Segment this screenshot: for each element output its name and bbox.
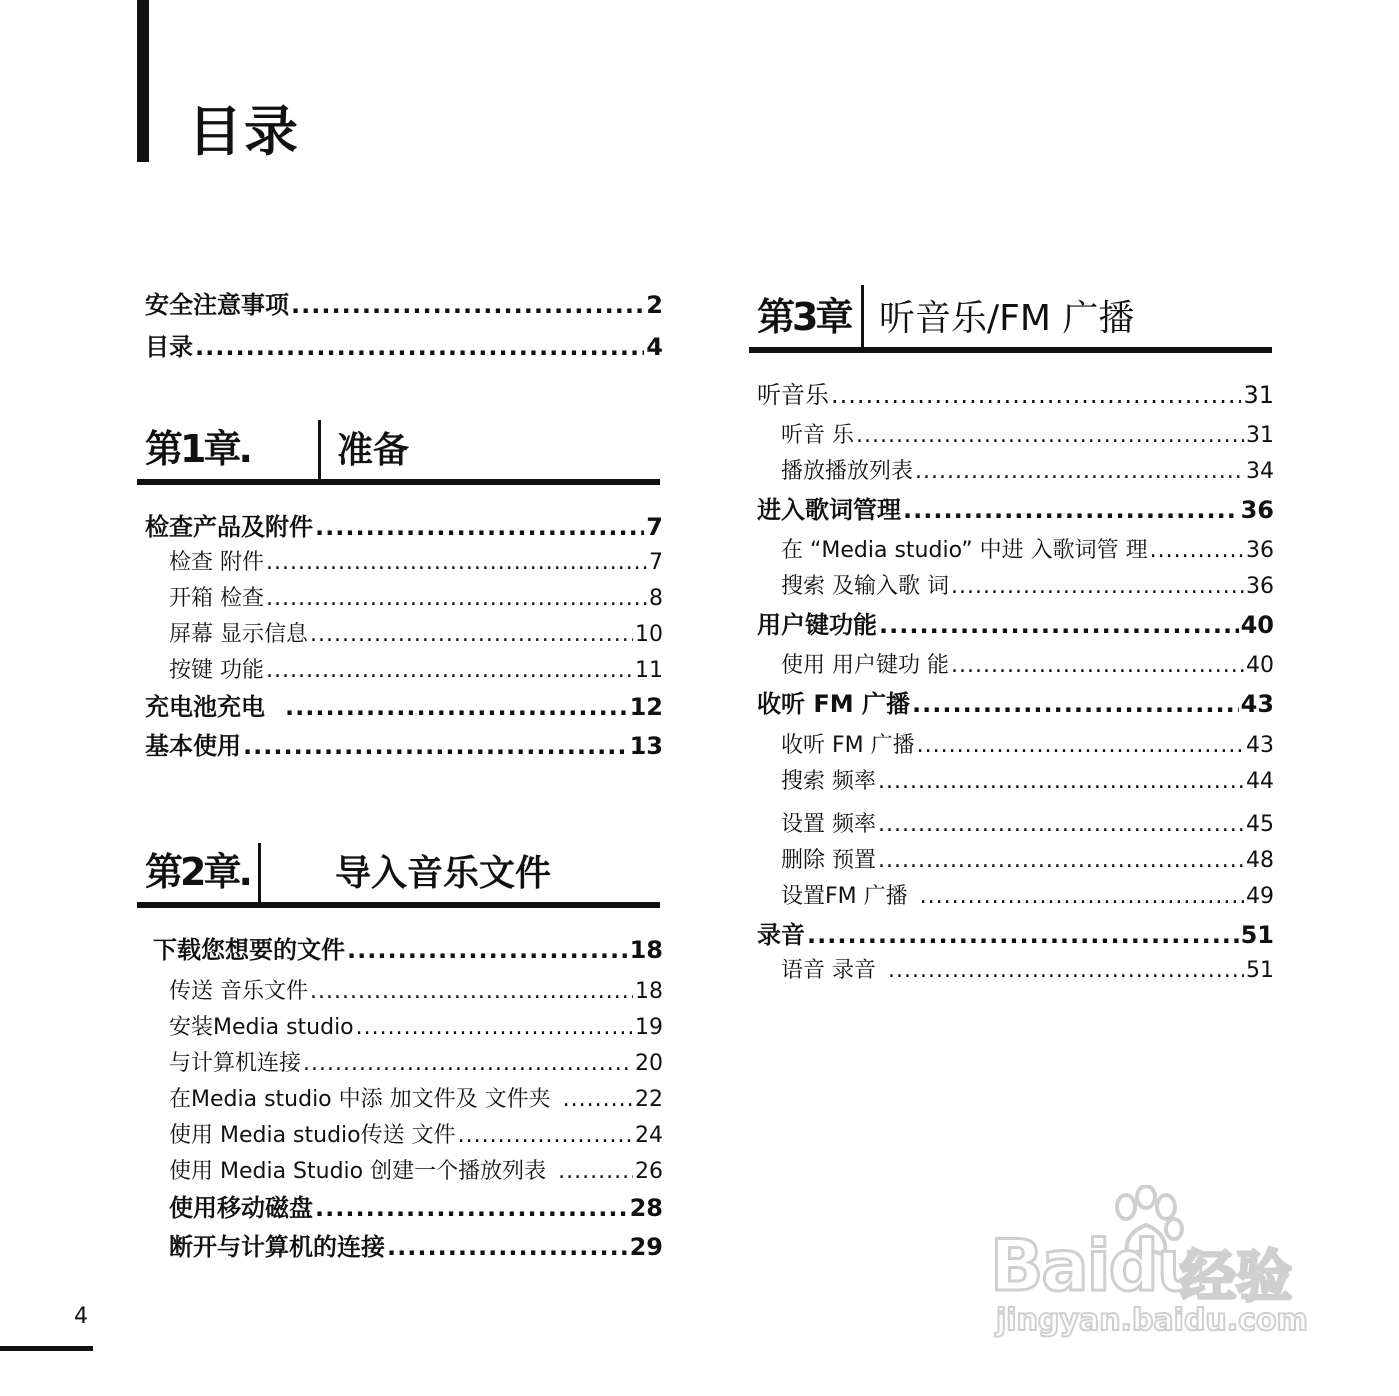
toc-subentry[interactable]: 搜索 频率 ..... 44 [757, 767, 1274, 797]
toc-subentry[interactable]: 断开与计算机的连接 ..... 29 [145, 1232, 663, 1262]
chapter-divider [318, 420, 321, 479]
chapter-rule [137, 479, 660, 485]
toc-entry[interactable]: 基本使用 ..... 13 [145, 731, 663, 761]
toc-subentry[interactable]: 使用 Media studio传送 文件 ..... 24 [145, 1121, 663, 1151]
toc-subentry[interactable]: 屏幕 显示信息 ..... 10 [145, 620, 663, 650]
toc-entry[interactable]: 进入歌词管理 ..... 36 [757, 495, 1274, 525]
chapter-1-heading [137, 420, 660, 485]
toc-subentry[interactable]: 使用 用户键功 能 ..... 40 [757, 651, 1274, 681]
toc-entry[interactable]: 听音乐 ..... 31 [757, 380, 1274, 410]
toc-subentry[interactable]: 播放播放列表 ..... 34 [757, 457, 1274, 487]
watermark [990, 1185, 1320, 1345]
toc-subentry[interactable]: 开箱 检查 ..... 8 [145, 584, 663, 614]
toc-subentry[interactable]: 与计算机连接 ..... 20 [145, 1049, 663, 1079]
chapter-2-heading [137, 843, 660, 908]
toc-entry[interactable]: 录音 ..... 51 [757, 920, 1274, 950]
chapter-name: 准备 [337, 430, 410, 471]
chapter-number: 第2章. [145, 850, 250, 894]
toc-subentry[interactable]: 检查 附件 ..... 7 [145, 548, 663, 578]
toc-subentry[interactable]: 在Media studio 中添 加文件及 文件夹 ..... 22 [145, 1085, 663, 1115]
watermark-brand: Baidu [990, 1225, 1205, 1307]
toc-entry[interactable]: 检查产品及附件 ..... 7 [145, 512, 663, 542]
toc-subentry[interactable]: 传送 音乐文件 ..... 18 [145, 977, 663, 1007]
chapter-number: 第3章 [757, 295, 851, 339]
chapter-divider [861, 285, 864, 347]
toc-subentry[interactable]: 语音 录音 ..... 51 [757, 956, 1274, 986]
toc-subentry[interactable]: 听音 乐 ..... 31 [757, 421, 1274, 451]
chapter-rule [749, 347, 1272, 353]
title-accent-bar [137, 0, 149, 162]
toc-entry[interactable]: 目录 ..... 4 [145, 332, 663, 362]
chapter-divider [258, 843, 261, 902]
toc-entry[interactable]: 安全注意事项 ..... 2 [145, 290, 663, 320]
toc-entry[interactable]: 充电池充电 ..... 12 [145, 692, 663, 722]
chapter-3-heading [749, 285, 1272, 353]
chapter-name: 导入音乐文件 [335, 853, 552, 894]
chapter-number: 第1章. [145, 427, 250, 471]
toc-subentry[interactable]: 使用 Media Studio 创建一个播放列表 ..... 26 [145, 1157, 663, 1187]
toc-subentry[interactable]: 安装Media studio ..... 19 [145, 1013, 663, 1043]
toc-subentry[interactable]: 收听 FM 广播 ..... 43 [757, 731, 1274, 761]
watermark-product: 经验 [1180, 1245, 1292, 1310]
toc-entry[interactable]: 收听 FM 广播 ..... 43 [757, 689, 1274, 719]
watermark-url: jingyan.baidu.com [996, 1303, 1308, 1338]
toc-subentry[interactable]: 在 “Media studio” 中进 入歌词管 理 ..... 36 [757, 536, 1274, 566]
footer-rule [0, 1346, 93, 1351]
page-number: 4 [74, 1304, 88, 1329]
toc-subentry[interactable]: 设置 频率 ..... 45 [757, 810, 1274, 840]
toc-subentry[interactable]: 删除 预置 ..... 48 [757, 846, 1274, 876]
toc-subentry[interactable]: 搜索 及输入歌 词 ..... 36 [757, 572, 1274, 602]
toc-subentry[interactable]: 使用移动磁盘 ..... 28 [145, 1193, 663, 1223]
toc-entry[interactable]: 下载您想要的文件 ..... 18 [153, 935, 663, 965]
toc-subentry[interactable]: 设置FM 广播 ..... 49 [757, 882, 1274, 912]
chapter-name: 听音乐/FM 广播 [879, 298, 1135, 339]
chapter-rule [137, 902, 660, 908]
toc-right-column [757, 380, 1274, 1000]
page-title: 目录 [188, 100, 300, 163]
toc-entry[interactable]: 用户键功能 ..... 40 [757, 610, 1274, 640]
toc-subentry[interactable]: 按键 功能 ..... 11 [145, 656, 663, 686]
toc-left-column [145, 290, 663, 1270]
